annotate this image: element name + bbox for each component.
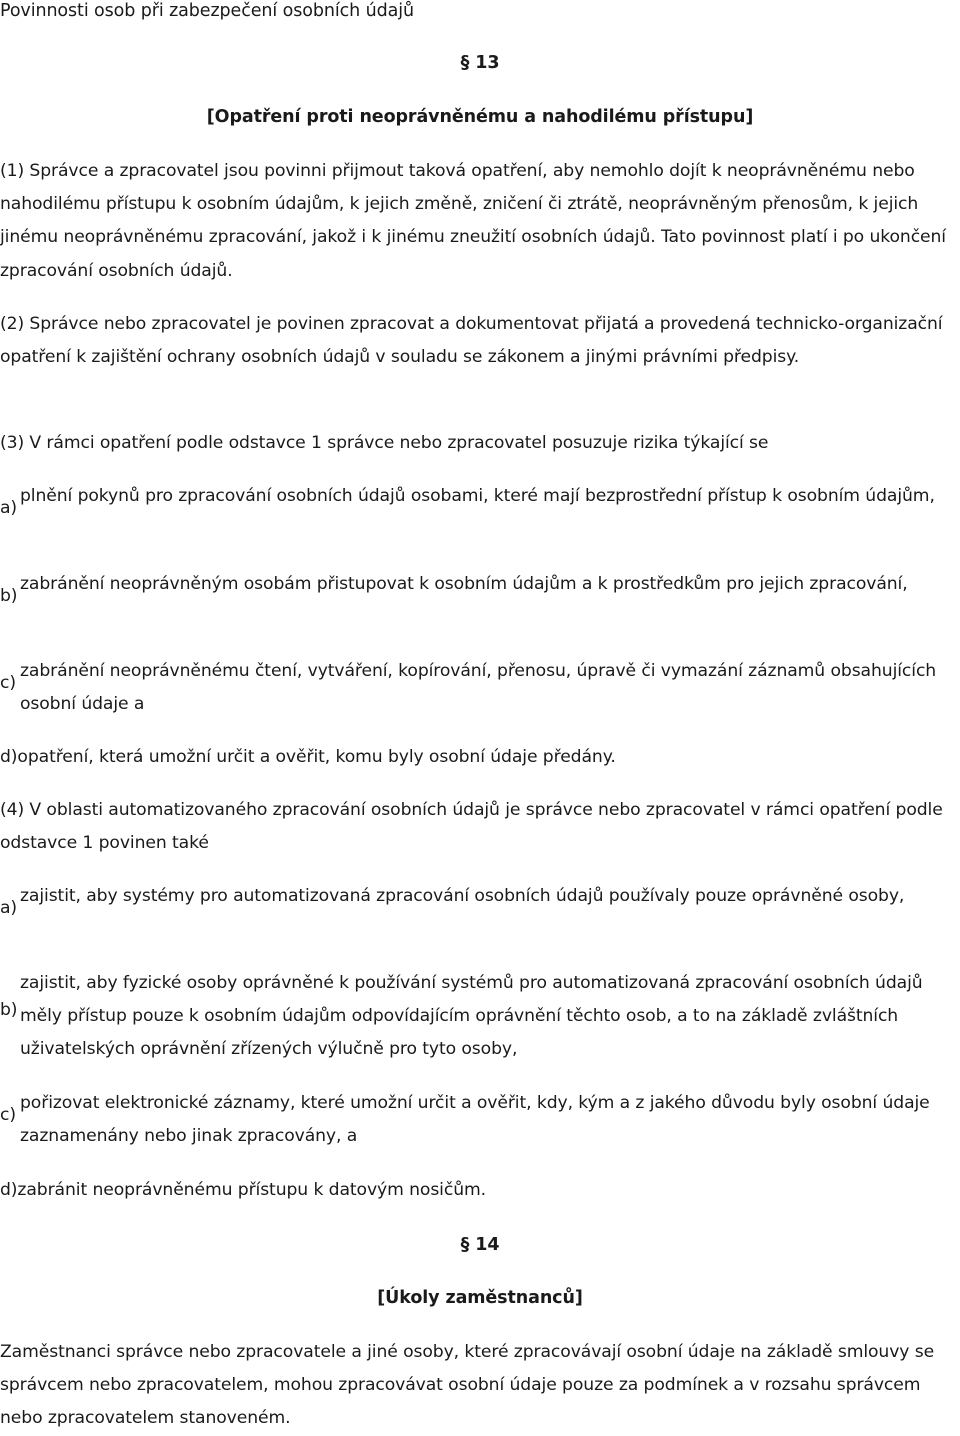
list-marker: b): [0, 1000, 18, 1020]
list-item-text: zabránění neoprávněným osobám přistupovat k osobním údajům a k prostředkům pro jejich zpracování,: [20, 574, 908, 594]
list-item-text: zabránit neoprávněnému přístupu k datovým nosičům.: [17, 1180, 487, 1200]
list-marker: c): [0, 673, 16, 693]
list-marker: a): [0, 898, 18, 918]
section-13-heading: [Opatření proti neoprávněnému a nahodilému přístupu]: [206, 107, 754, 127]
document-title: Povinnosti osob při zabezpečení osobních údajů: [0, 1, 414, 21]
section-13-paragraph-4: (4) V oblasti automatizovaného zpracování osobních údajů je správce nebo zpracovatel v rámci opatření podle odstavce 1 povinen také: [0, 800, 943, 854]
section-14-number: § 14: [460, 1235, 500, 1255]
section-13-paragraph-2: (2) Správce nebo zpracovatel je povinen zpracovat a dokumentovat přijatá a provedená technicko-organizační opatření k zajištění ochrany osobních údajů v souladu se zákonem a jinými právními předpisy.: [0, 314, 943, 368]
list-item-text: plnění pokynů pro zpracování osobních údajů osobami, které mají bezprostřední přístup k osobním údajům,: [20, 486, 935, 506]
section-13-paragraph-3: (3) V rámci opatření podle odstavce 1 správce nebo zpracovatel posuzuje rizika týkající se: [0, 433, 769, 453]
list-item-text: zajistit, aby systémy pro automatizovaná zpracování osobních údajů používaly pouze oprávněné osoby,: [20, 886, 905, 906]
section-13-paragraph-1: (1) Správce a zpracovatel jsou povinni přijmout taková opatření, aby nemohlo dojít k neoprávněnému nebo nahodilému přístupu k osobním údajům, k jejich změně, zničení či ztrátě, neoprávněným přenosům, k jejich jinému neoprávněnému zpracování, jakož i k jinému zneužití osobních údajů. Tato povinnost platí i po ukončení zpracování osobních údajů.: [0, 161, 946, 281]
list-marker: c): [0, 1105, 16, 1125]
list-marker: b): [0, 586, 18, 606]
list-item-text: zajistit, aby fyzické osoby oprávněné k používání systémů pro automatizovaná zpracování osobních údajů měly přístup pouze k osobním údajům odpovídajícím oprávnění těchto osob, a to na základě zvláštních uživatelských oprávnění zřízených výlučně pro tyto osoby,: [20, 973, 923, 1059]
section-13-number: § 13: [460, 53, 500, 73]
list-item-3d: [0, 741, 958, 774]
section-14-paragraph-1: Zaměstnanci správce nebo zpracovatele a jiné osoby, které zpracovávají osobní údaje na základě smlouvy se správcem nebo zpracovatelem, mohou zpracovávat osobní údaje pouze za podmínek a v rozsahu správcem nebo zpracovatelem stanoveném.: [0, 1342, 935, 1429]
list-item-4d: [0, 1174, 958, 1207]
list-marker: d): [0, 1180, 18, 1200]
list-item-text: pořizovat elektronické záznamy, které umožní určit a ověřit, kdy, kým a z jakého důvodu byly osobní údaje zaznamenány nebo jinak zpracovány, a: [20, 1093, 930, 1146]
list-marker: d): [0, 747, 18, 767]
section-14-heading: [Úkoly zaměstnanců]: [377, 1288, 583, 1308]
list-item-text: zabránění neoprávněnému čtení, vytváření, kopírování, přenosu, úpravě či vymazání záznamů obsahujících osobní údaje a: [20, 661, 937, 714]
list-marker: a): [0, 498, 18, 518]
list-item-text: opatření, která umožní určit a ověřit, komu byly osobní údaje předány.: [17, 747, 616, 767]
